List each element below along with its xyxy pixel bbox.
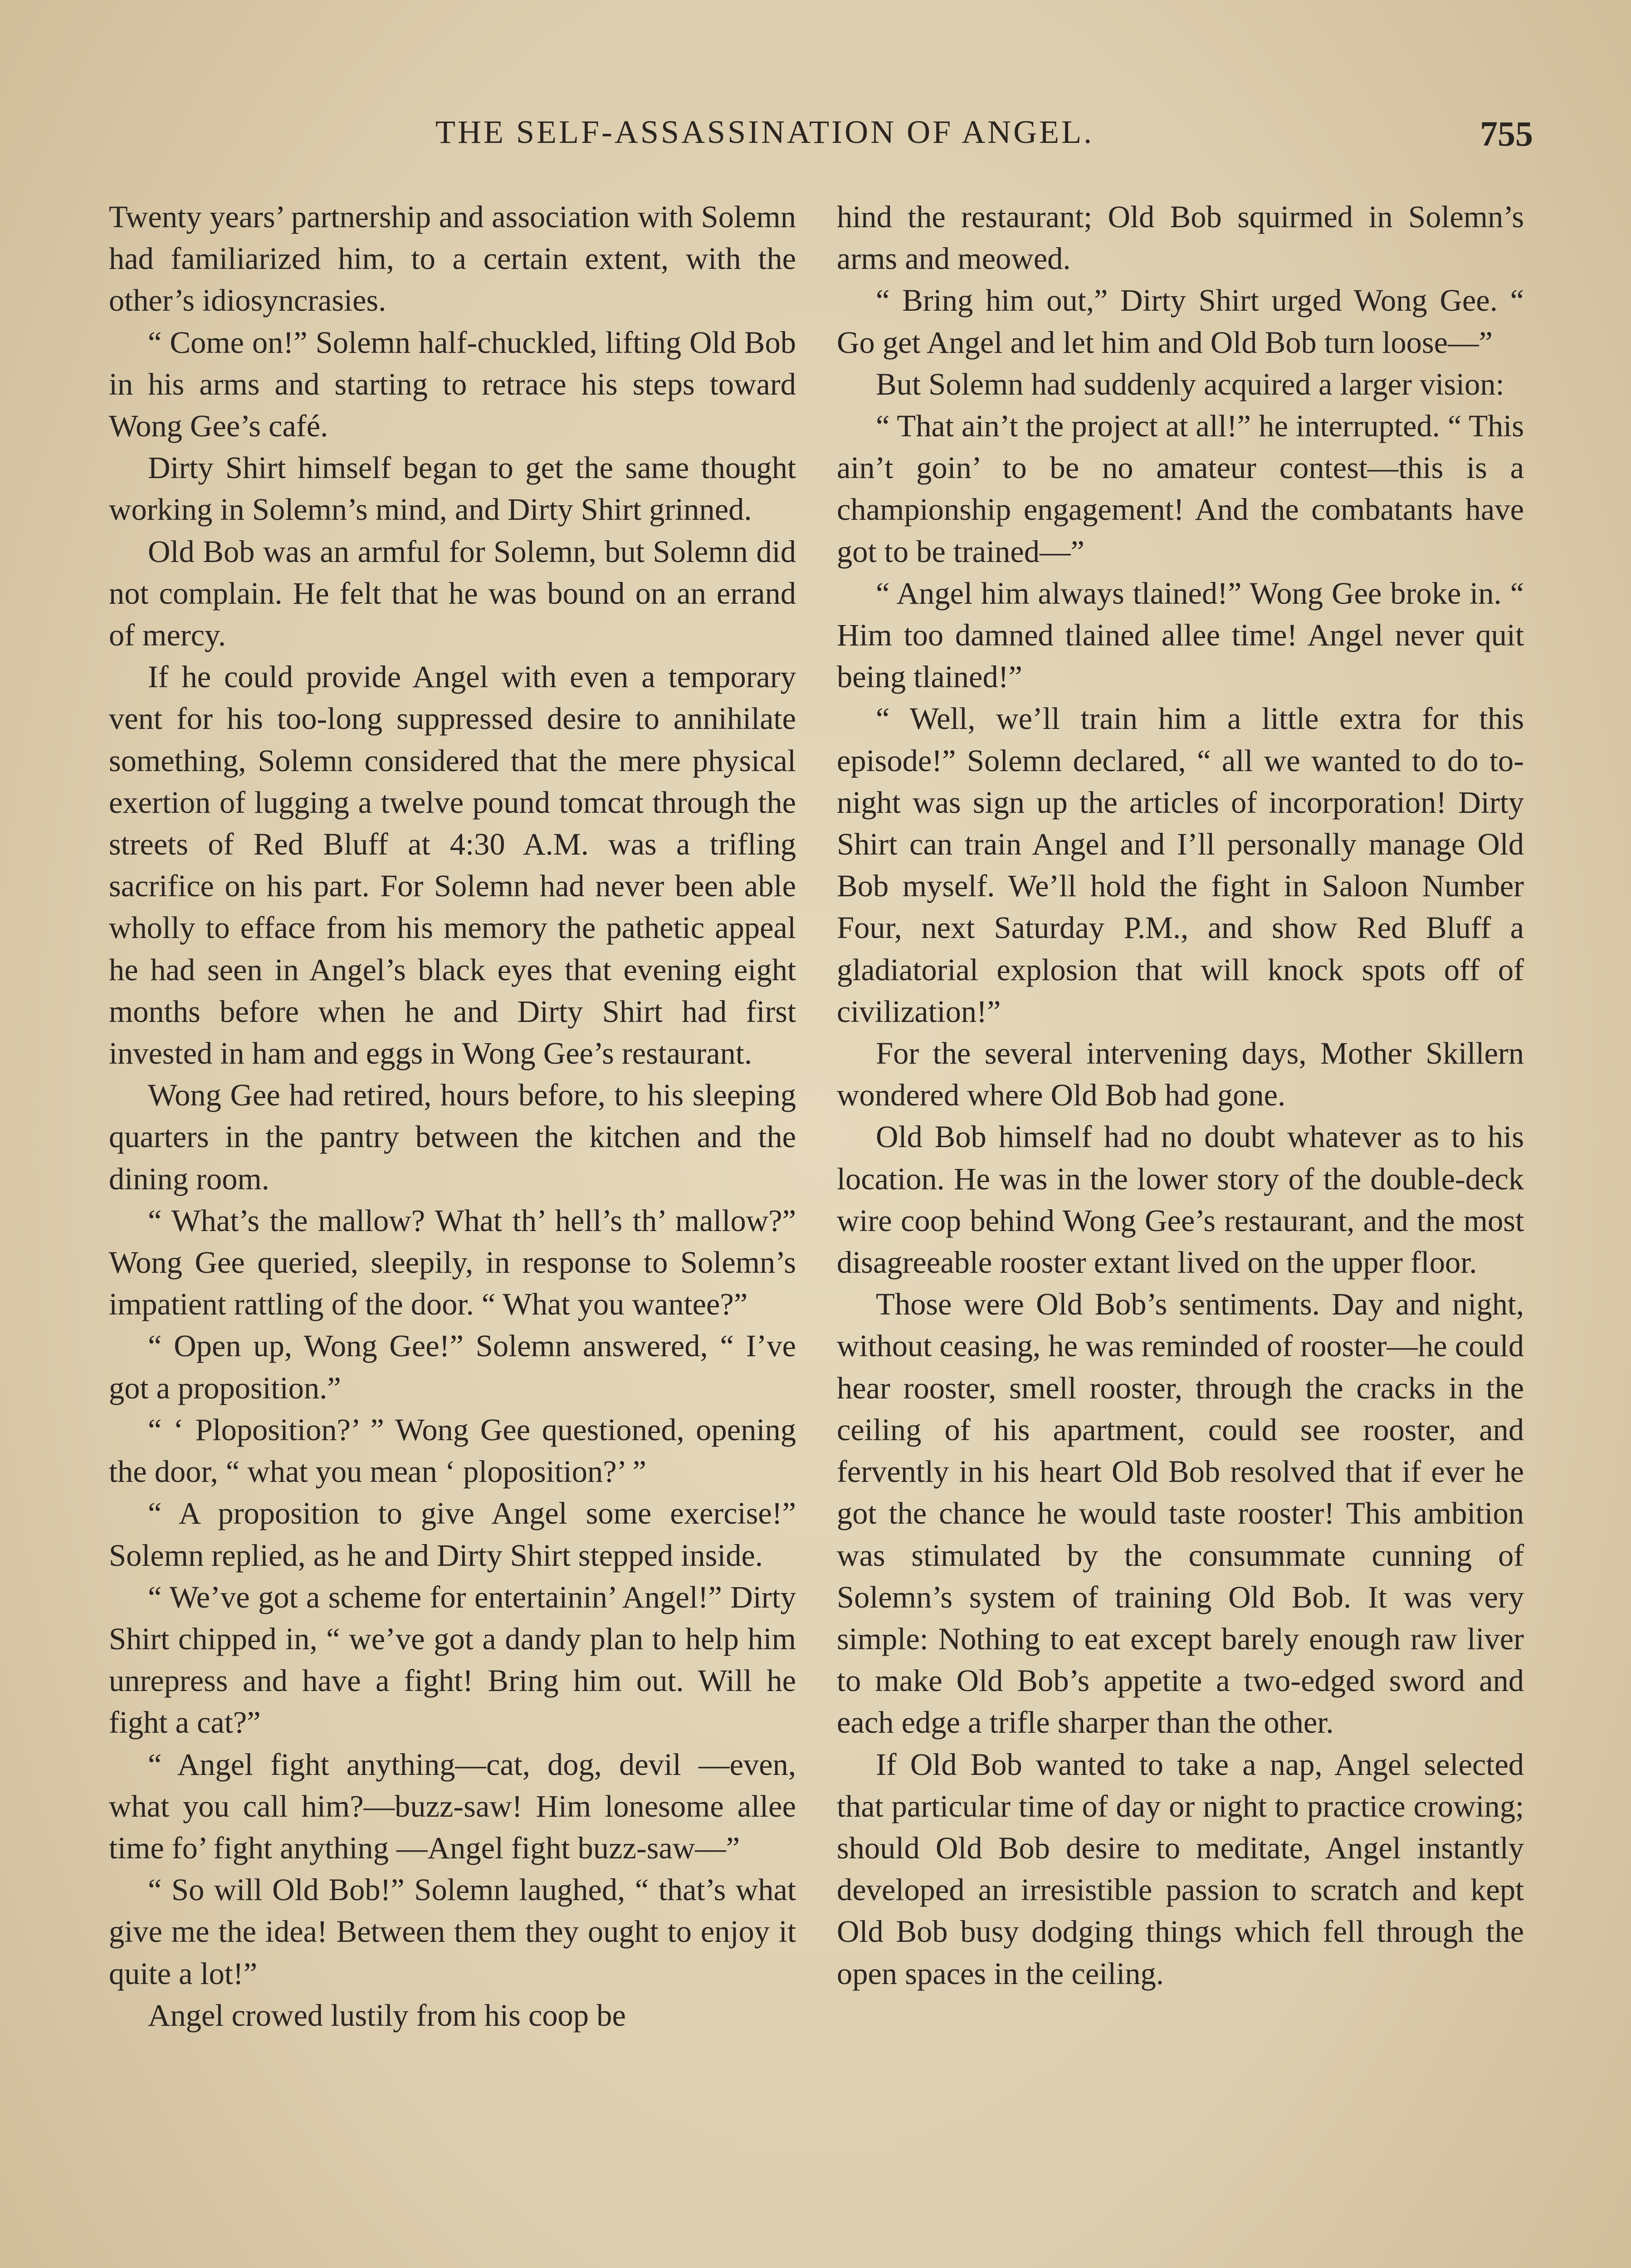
paragraph: “ What’s the mallow? What th’ hell’s th’ mallow?” Wong Gee queried, sleepily, in response to Solemn’s impatient rattling of the door. “ What you wantee?” xyxy=(109,1203,796,1322)
paragraph: Old Bob was an armful for Solemn, but Solemn did not complain. He felt that he was bound on an errand of mercy. xyxy=(109,534,796,653)
paragraph: Those were Old Bob’s sentiments. Day and night, without ceasing, he was reminded of rooster—he could hear rooster, smell rooster, through the cracks in the ceiling of his apartment, could see rooster, and fervently in his heart Old Bob resolved that if ever he got the chance he would taste rooster! This ambition was stimulated by the consummate cunning of Solemn’s system of training Old Bob. It was very simple: Nothing to eat except barely enough raw liver to make Old Bob’s appetite a two-edged sword and each edge a trifle sharper than the other. xyxy=(837,1287,1524,1740)
paragraph: “ That ain’t the project at all!” he interrupted. “ This ain’t goin’ to be no amateur contest—this is a championship engagement! And the combatants have got to be trained—” xyxy=(837,409,1524,569)
paragraph: “ ‘ Ploposition?’ ” Wong Gee questioned, opening the door, “ what you mean ‘ ploposition?’ ” xyxy=(109,1412,796,1489)
paragraph: But Solemn had suddenly acquired a larger vision: xyxy=(876,367,1504,401)
paragraph: For the several intervening days, Mother Skillern wondered where Old Bob had gone. xyxy=(837,1036,1524,1113)
running-title: THE SELF-ASSASSINATION OF ANGEL. xyxy=(435,114,1094,150)
paragraph: “ We’ve got a scheme for entertainin’ Angel!” Dirty Shirt chipped in, “ we’ve got a dandy plan to help him unrepress and have a fight! Bring him out. Will he fight a cat?” xyxy=(109,1579,796,1740)
paragraph: “ Open up, Wong Gee!” Solemn answered, “ I’ve got a proposition.” xyxy=(109,1329,796,1405)
paragraph: “ So will Old Bob!” Solemn laughed, “ that’s what give me the idea! Between them they ought to enjoy it quite a lot!” xyxy=(109,1872,796,1991)
paragraph: Twenty years’ partnership and association with Solemn had familiarized him, to a certain extent, with the other’s idiosyncrasies. xyxy=(109,200,796,318)
paragraph: Old Bob himself had no doubt whatever as to his location. He was in the lower story of the double-deck wire coop behind Wong Gee’s restaurant, and the most disagreeable rooster extant lived on the upper floor. xyxy=(837,1119,1524,1280)
page-number: 755 xyxy=(1480,114,1533,153)
paragraph: “ Angel fight anything—cat, dog, devil —even, what you call him?—buzz-saw! Him lonesome allee time fo’ fight anything —Angel fight buzz-saw—” xyxy=(109,1747,796,1865)
paragraph: If he could provide Angel with even a temporary vent for his too-long suppressed desire to annihilate something, Solemn considered that the mere physical exertion of lugging a twelve pound tomcat through the streets of Red Bluff at 4:30 A.M. was a trifling sacrifice on his part. For Solemn had never been able wholly to efface from his memory the pathetic appeal he had seen in Angel’s black eyes that evening eight months before when he and Dirty Shirt had first invested in ham and eggs in Wong Gee’s restaurant. xyxy=(109,660,796,1071)
paragraph: “ A proposition to give Angel some exercise!” Solemn replied, as he and Dirty Shirt stepped inside. xyxy=(109,1496,796,1573)
paragraph: Wong Gee had retired, hours before, to his sleeping quarters in the pantry between the kitchen and the dining room. xyxy=(109,1078,796,1196)
paragraph: “ Angel him always tlained!” Wong Gee broke in. “ Him too damned tlained allee time! Angel never quit being tlained!” xyxy=(837,576,1524,694)
paragraph: “ Bring him out,” Dirty Shirt urged Wong Gee. “ Go get Angel and let him and Old Bob turn loose—” xyxy=(837,283,1524,360)
paragraph: Angel crowed lustily from his coop be xyxy=(148,1998,626,2033)
paragraph: Dirty Shirt himself began to get the same thought working in Solemn’s mind, and Dirty Shirt grinned. xyxy=(109,450,796,527)
text-column-left xyxy=(109,196,796,2036)
paragraph: “ Well, we’ll train him a little extra for this episode!” Solemn declared, “ all we wanted to do to-night was sign up the articles of incorporation! Dirty Shirt can train Angel and I’ll personally manage Old Bob myself. We’ll hold the fight in Saloon Number Four, next Saturday P.M., and show Red Bluff a gladiatorial explosion that will knock spots off of civilization!” xyxy=(837,701,1524,1029)
running-header xyxy=(109,113,1533,163)
paragraph: If Old Bob wanted to take a nap, Angel selected that particular time of day or night to practice crowing; should Old Bob desire to meditate, Angel instantly developed an irresistible passion to scratch and kept Old Bob busy dodging things which fell through the open spaces in the ceiling. xyxy=(837,1747,1524,1991)
text-column-right xyxy=(837,196,1524,1994)
paragraph: “ Come on!” Solemn half-chuckled, lifting Old Bob in his arms and starting to retrace his steps toward Wong Gee’s café. xyxy=(109,325,796,444)
paragraph: hind the restaurant; Old Bob squirmed in Solemn’s arms and meowed. xyxy=(837,200,1524,276)
